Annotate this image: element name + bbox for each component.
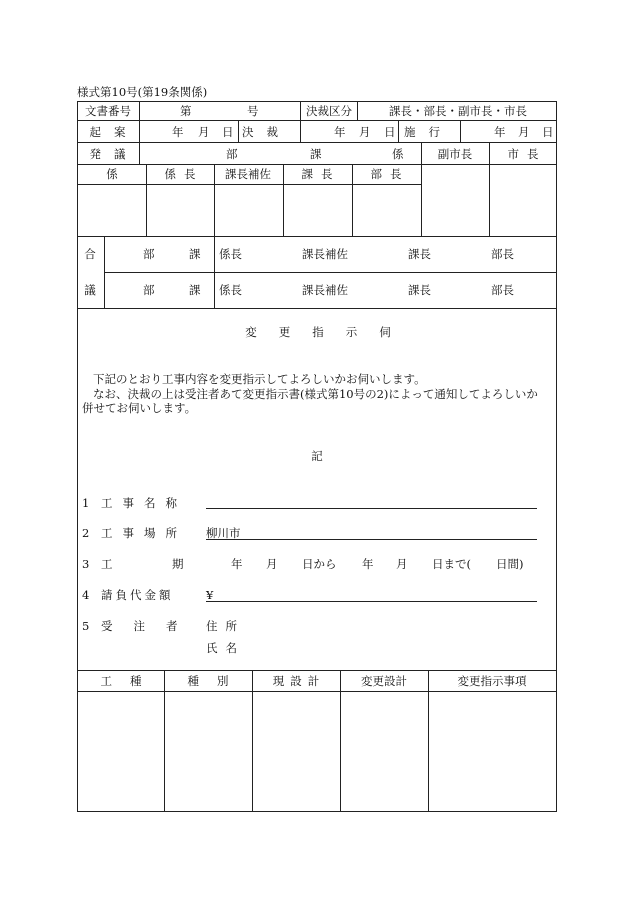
rule: [77, 120, 557, 121]
period-until: 日まで(: [432, 557, 471, 571]
item-4-label: 請負代金額: [101, 588, 174, 602]
form-number-label: 様式第10号(第19条関係): [77, 85, 208, 99]
rule: [77, 164, 557, 165]
body-line-3: 併せてお伺いします。: [82, 401, 197, 415]
stamp-header-kacho-hosa: 課長補佐: [225, 167, 271, 181]
stamp-header-bucho: 部長: [370, 167, 410, 181]
body-text: [82, 372, 552, 416]
item-5-label: 受注者: [101, 619, 199, 633]
approval-year: 年: [334, 125, 346, 139]
mayor-label: 市長: [507, 147, 547, 161]
consult-row1-bu: 部: [143, 247, 155, 261]
enforce-year: 年: [494, 125, 506, 139]
consult-row1-kacho: 課長: [408, 247, 431, 261]
period-month-1: 月: [266, 557, 278, 571]
consult-label-bottom: 議: [84, 283, 96, 297]
rule: [104, 272, 557, 273]
body-line-2: なお、決裁の上は受注者あて変更指示書(様式第10号の2)によって通知してよろしいか: [93, 386, 538, 401]
approval-label: 決裁: [242, 125, 291, 139]
rule: [164, 670, 165, 812]
consult-row2-bu: 部: [143, 283, 155, 297]
rule: [77, 236, 557, 237]
item-3-label-2: 期: [172, 557, 184, 571]
stamp-header-kakaricho: 係長: [164, 167, 204, 181]
item-3-label-1: 工: [101, 557, 113, 571]
document-title: 変更指示伺: [245, 325, 413, 339]
item-4-underline: [206, 601, 537, 602]
table-header-henko-shiji: 変更指示事項: [457, 674, 527, 688]
ki-label: 記: [311, 449, 323, 463]
rule: [460, 120, 461, 142]
rule: [77, 670, 557, 671]
rule: [139, 120, 140, 142]
issue-label: 発議: [89, 147, 139, 161]
table-header-gen-sekkei: 現設計: [272, 674, 326, 688]
rule: [77, 142, 557, 143]
decision-label: 決裁区分: [306, 104, 352, 118]
rule: [398, 120, 399, 142]
stamp-header-kacho: 課長: [301, 167, 341, 181]
rule: [300, 120, 301, 142]
enforce-month: 月: [518, 125, 530, 139]
item-4-no: 4: [82, 588, 90, 602]
rule: [252, 670, 253, 812]
period-from: 日から: [302, 557, 337, 571]
period-year-2: 年: [362, 557, 374, 571]
period-year-1: 年: [231, 557, 243, 571]
consult-row1-bucho: 部長: [491, 247, 514, 261]
rule: [489, 142, 490, 236]
draft-month: 月: [198, 125, 210, 139]
item-2-value: 柳川市: [206, 526, 241, 540]
rule: [428, 670, 429, 812]
issue-kakari: 係: [392, 147, 404, 161]
rule: [77, 691, 557, 692]
rule: [421, 142, 422, 236]
rule: [77, 308, 557, 309]
table-header-henko-sekkei: 変更設計: [361, 674, 407, 688]
vice-mayor-label: 副市長: [437, 147, 473, 161]
doc-no-dai: 第: [180, 104, 192, 118]
decision-value: 課長・部長・副市長・市長: [389, 104, 527, 118]
consult-row2-kacho-hosa: 課長補佐: [302, 283, 348, 297]
rule: [340, 670, 341, 812]
rule: [352, 164, 353, 236]
consult-label-top: 合: [84, 247, 96, 261]
table-header-shubetsu: 種別: [187, 674, 247, 688]
rule: [283, 164, 284, 236]
period-month-2: 月: [396, 557, 408, 571]
approval-month: 月: [359, 125, 371, 139]
item-2-no: 2: [82, 526, 90, 540]
rule: [104, 236, 105, 308]
rule: [139, 142, 140, 164]
consult-row2-kakaricho: 係長: [219, 283, 242, 297]
rule: [300, 101, 301, 120]
table-header-koshu: 工種: [100, 674, 160, 688]
consult-row1-kacho-hosa: 課長補佐: [302, 247, 348, 261]
stamp-header-kakari: 係: [106, 167, 118, 181]
rule: [139, 101, 140, 120]
item-2-label: 工事場所: [101, 526, 187, 540]
consult-row2-kacho: 課長: [408, 283, 431, 297]
issue-ka: 課: [310, 147, 322, 161]
consult-row2-ka: 課: [189, 283, 201, 297]
body-line-1: 下記のとおり工事内容を変更指示してよろしいかお伺いします。: [93, 372, 426, 386]
period-days: 日間): [496, 557, 524, 571]
consult-row1-ka: 課: [189, 247, 201, 261]
item-3-no: 3: [82, 557, 90, 571]
item-2-underline: [206, 539, 537, 540]
rule: [238, 120, 239, 142]
draft-day: 日: [222, 125, 234, 139]
item-5-name: 氏名: [206, 641, 245, 655]
item-1-label: 工事名称: [101, 496, 187, 510]
rule: [214, 236, 215, 308]
approval-day: 日: [384, 125, 396, 139]
item-5-address: 住所: [206, 619, 245, 633]
consult-row2-bucho: 部長: [491, 283, 514, 297]
item-5-no: 5: [82, 619, 90, 633]
doc-no-label: 文書番号: [85, 104, 131, 118]
doc-no-go: 号: [247, 104, 259, 118]
item-4-value: ¥: [206, 588, 214, 602]
enforce-day: 日: [542, 125, 554, 139]
draft-label: 起案: [89, 125, 139, 139]
issue-bu: 部: [226, 147, 238, 161]
enforce-label: 施行: [404, 125, 453, 139]
item-1-underline: [206, 508, 537, 509]
rule: [357, 101, 358, 120]
consult-row1-kakaricho: 係長: [219, 247, 242, 261]
rule: [214, 164, 215, 236]
rule: [146, 164, 147, 236]
item-1-no: 1: [82, 496, 90, 510]
rule: [77, 184, 421, 185]
draft-year: 年: [172, 125, 184, 139]
